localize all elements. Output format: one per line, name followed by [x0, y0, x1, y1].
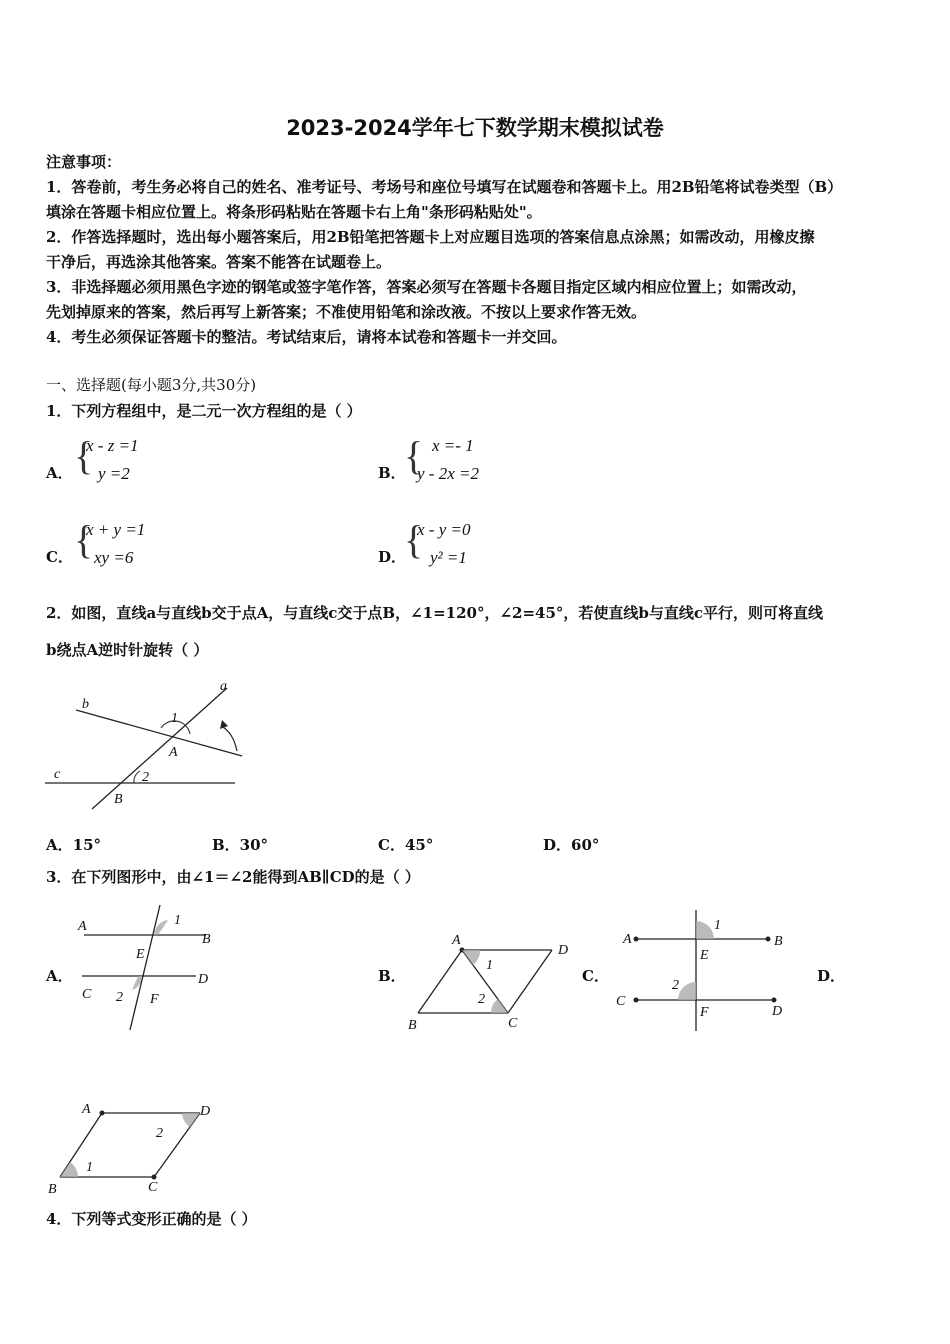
q1-option-c-system [74, 514, 194, 574]
section-heading: 一、选择题(每小题3分,共30分) [46, 376, 257, 394]
question-4-stem: 4．下列等式变形正确的是（ ） [46, 1210, 257, 1228]
equation: y - 2x =2 [417, 464, 479, 483]
equation: x - z =1 [86, 436, 139, 455]
equation: y =2 [98, 464, 130, 483]
equation: y² =1 [430, 548, 467, 567]
point-d-label: D [558, 943, 569, 958]
point-c-label: C [82, 987, 92, 1002]
angle-1-label: 1 [486, 958, 493, 973]
brace-icon: { [74, 433, 94, 478]
angle-1-label: 1 [86, 1160, 93, 1175]
angle-2-label: 2 [672, 978, 679, 993]
point-e-label: E [700, 948, 709, 963]
q2-option-b[interactable]: B．30° [212, 836, 269, 854]
angle-2-label: 2 [116, 990, 123, 1005]
point-b-label: B [202, 932, 211, 947]
equation: xy =6 [94, 548, 134, 567]
q1-option-d-system [404, 514, 534, 574]
point-d-label: D [200, 1104, 211, 1119]
line-b-label: b [82, 697, 89, 712]
q3-figure-b [400, 925, 580, 1035]
point-d-label: D [198, 972, 209, 987]
point-b-label: B [114, 792, 123, 807]
point-f-label: F [150, 992, 159, 1007]
q2-option-a[interactable]: A．15° [46, 836, 102, 854]
q3-option-b-label[interactable]: B． [378, 967, 406, 985]
point-d-label: D [772, 1004, 783, 1019]
point-a-label: A [169, 745, 178, 760]
notice-line: 1．答卷前，考生务必将自己的姓名、准考证号、考场号和座位号填写在试题卷和答题卡上。用2B铅笔将试卷类型（B） [46, 178, 843, 196]
angle-1-label: 1 [171, 711, 178, 726]
angle-1-label: 1 [714, 918, 721, 933]
q3-figure-d [42, 1095, 222, 1200]
q2-figure [40, 672, 250, 812]
angle-2-label: 2 [478, 992, 485, 1007]
point-e-label: E [136, 947, 145, 962]
brace-icon: { [404, 433, 424, 478]
q3-option-c-label[interactable]: C． [582, 967, 609, 985]
angle-2-label: 2 [156, 1126, 163, 1141]
point-c-label: C [508, 1016, 518, 1031]
point-a-label: A [82, 1102, 91, 1117]
angle-2-label: 2 [142, 770, 149, 785]
q3-option-a-label[interactable]: A． [46, 967, 73, 985]
point-a-label: A [623, 932, 632, 947]
point-a-label: A [78, 919, 87, 934]
equation: x =- 1 [432, 436, 474, 455]
q2-option-d[interactable]: D．60° [543, 836, 600, 854]
notice-heading: 注意事项： [46, 153, 122, 171]
notice-line: 干净后，再选涂其他答案。答案不能答在试题卷上。 [46, 253, 392, 271]
brace-icon: { [74, 517, 94, 562]
angle-1-label: 1 [174, 913, 181, 928]
notice-line: 4．考生必须保证答题卡的整洁。考试结束后，请将本试卷和答题卡一并交回。 [46, 328, 567, 346]
question-2-stem: 2．如图，直线a与直线b交于点A，与直线c交于点B，∠1=120°，∠2=45°，若使直线b与直线c平行，则可将直线 [46, 604, 824, 622]
page-title: 2023-2024学年七下数学期末模拟试卷 [286, 116, 664, 140]
q1-option-c-label[interactable]: C． [46, 548, 73, 566]
question-3-stem: 3．在下列图形中，由∠1＝∠2能得到AB∥CD的是（ ） [46, 868, 420, 886]
q1-option-b-system [404, 430, 534, 490]
point-a-label: A [452, 933, 461, 948]
notice-line: 填涂在答题卡相应位置上。将条形码粘贴在答题卡右上角"条形码粘贴处"。 [46, 203, 542, 221]
notice-line: 先划掉原来的答案，然后再写上新答案；不准使用铅笔和涂改液。不按以上要求作答无效。 [46, 303, 647, 321]
question-1-stem: 1．下列方程组中，是二元一次方程组的是（ ） [46, 402, 362, 420]
point-c-label: C [616, 994, 626, 1009]
line-c-label: c [54, 767, 61, 782]
point-b-label: B [774, 934, 783, 949]
notice-line: 2．作答选择题时，选出每小题答案后，用2B铅笔把答题卡上对应题目选项的答案信息点涂黑；如需改动，用橡皮擦 [46, 228, 815, 246]
point-b-label: B [408, 1018, 417, 1033]
point-f-label: F [700, 1005, 709, 1020]
q1-option-b-label[interactable]: B． [378, 464, 406, 482]
equation: x - y =0 [417, 520, 471, 539]
notice-line: 3．非选择题必须用黑色字迹的钢笔或签字笔作答，答案必须写在答题卡各题目指定区域内相应位置上；如需改动， [46, 278, 807, 296]
q2-option-c[interactable]: C．45° [378, 836, 434, 854]
question-2-stem: b绕点A逆时针旋转（ ） [46, 641, 209, 659]
q3-option-d-label[interactable]: D． [817, 967, 846, 985]
q3-figure-c [608, 905, 798, 1035]
q1-option-d-label[interactable]: D． [378, 548, 407, 566]
q3-figure-a [70, 900, 230, 1036]
equation: x + y =1 [86, 520, 146, 539]
brace-icon: { [404, 517, 424, 562]
q1-option-a-system [74, 430, 194, 490]
line-a-label: a [220, 679, 227, 694]
point-c-label: C [148, 1180, 158, 1195]
point-b-label: B [48, 1182, 57, 1197]
q1-option-a-label[interactable]: A． [46, 464, 73, 482]
